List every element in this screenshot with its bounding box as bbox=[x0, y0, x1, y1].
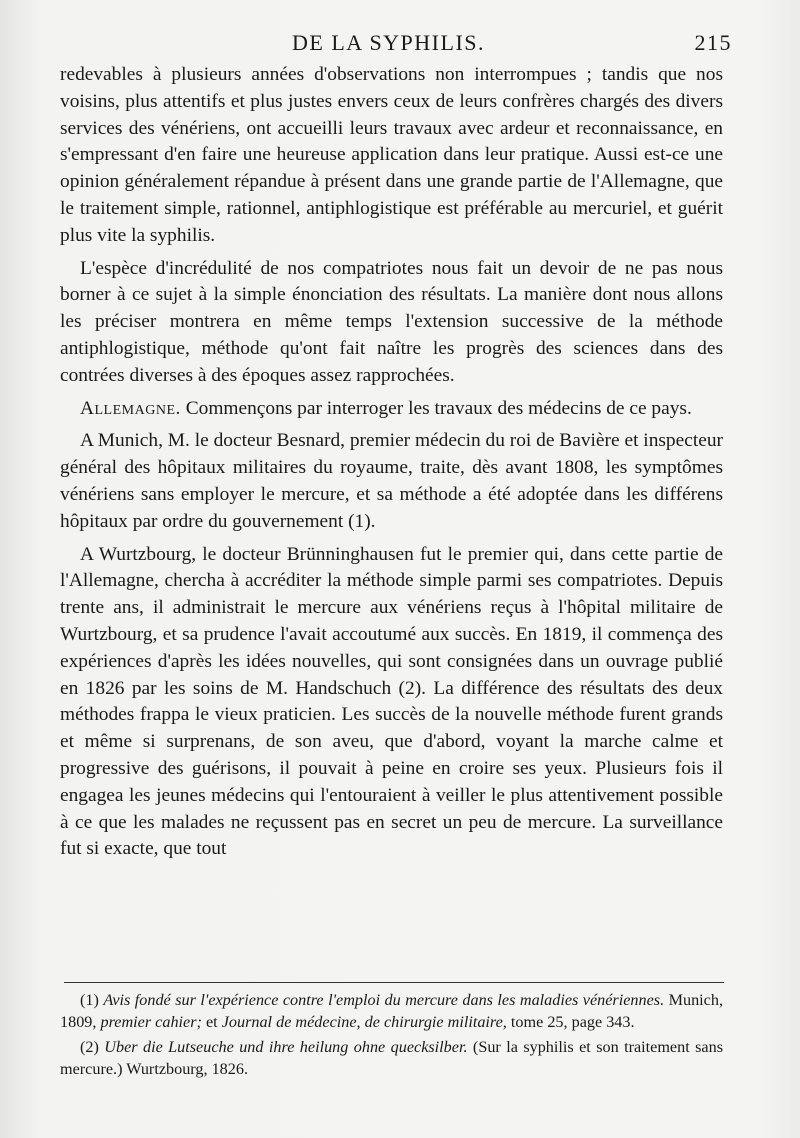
paragraph-wurtzbourg: A Wurtzbourg, le docteur Brünninghausen fut le premier qui, dans cette partie de l'Allemagne, chercha à accréditer la méthode simple parmi ses compatriotes. Depuis trente ans, il administrait le mercure aux vénériens reçus à l'hôpital militaire de Wurtzbourg, et sa prudence l'avait accoutumé aux succès. En 1819, il commença des expériences d'après les idées nouvelles, qui sont consignées dans un ouvrage publié en 1826 par les soins de M. Handschuch (2). La différence des résultats des deux méthodes frappa le vieux praticien. Les succès de la nouvelle méthode furent grands et même si surprenans, de son aveu, que d'abord, voyant la marche calme et progressive des guérisons, il pouvait à peine en croire ses yeux. Plusieurs fois il engagea les jeunes médecins qui l'entouraient à veiller le plus attentivement possible à ce que les malades ne reçussent pas en secret un peu de mercure. La surveillance fut si exacte, que tout bbox=[60, 543, 723, 860]
footnote-1-and: et bbox=[201, 1012, 222, 1031]
footnotes bbox=[60, 990, 723, 1080]
page-header bbox=[60, 26, 730, 62]
footnote-1-mark: (1) bbox=[80, 991, 99, 1009]
paragraph-allemagne bbox=[60, 396, 723, 423]
running-title: DE LA SYPHILIS. bbox=[292, 30, 486, 55]
footnote-2-mark: (2) bbox=[80, 1038, 99, 1056]
page-number: 215 bbox=[694, 30, 732, 55]
paragraph-allemagne-text: Commençons par interroger les travaux des médecins de ce pays. bbox=[180, 397, 692, 419]
footnote-1-volume: tome 25, page 343. bbox=[506, 1012, 635, 1031]
footnote-2-rest: (Sur la syphilis et son traitement sans mercure.) Wurtzbourg, 1826. bbox=[60, 1038, 724, 1078]
footnote-1-title: Avis fondé sur l'expérience contre l'emploi du mercure dans les maladies vénériennes. bbox=[103, 991, 665, 1009]
footnote-1-place: Munich, 1809, bbox=[60, 991, 724, 1031]
footnote-1-journal: Journal de médecine, de chirurgie militaire, bbox=[221, 1012, 507, 1031]
footnote-2-title: Uber die Lutseuche und ihre heilung ohne quecksilber. bbox=[104, 1038, 468, 1056]
footnote-1-cahier: premier cahier; bbox=[100, 1012, 202, 1031]
main-text bbox=[60, 62, 723, 863]
paragraph-incredulity: L'espèce d'incrédulité de nos compatriotes nous fait un devoir de ne pas nous borner à ce sujet à la simple énonciation des résultats. La manière dont nous allons les préciser montrera en même temps l'extension successive de la méthode antiphlogistique, méthode qu'ont fait naître les progrès des sciences dans des contrées diverses à des époques assez rapprochées. bbox=[60, 257, 723, 386]
paragraph-continued: redevables à plusieurs années d'observations non interrompues ; tandis que nos voisins, plus attentifs et plus justes envers ceux de leurs confrères chargés des divers services des vénériens, ont accueilli leurs travaux avec ardeur et reconnaissance, en s'empressant d'en faire une heureuse application dans leur pratique. Aussi est-ce une opinion généralement répandue à présent dans une grande partie de l'Allemagne, que le traitement simple, rationnel, antiphlogistique est préférable au mercuriel, et guérit plus vite la syphilis. bbox=[60, 64, 723, 246]
footnote-divider bbox=[64, 982, 724, 983]
footnote-1 bbox=[60, 990, 723, 1033]
section-heading-allemagne: Allemagne. bbox=[80, 397, 181, 419]
paragraph-munich: A Munich, M. le docteur Besnard, premier médecin du roi de Bavière et inspecteur général des hôpitaux militaires du royaume, traite, dès avant 1808, les symptômes vénériens sans employer le mercure, et sa méthode a été adoptée dans les différens hôpitaux par ordre du gouvernement (1). bbox=[60, 430, 723, 532]
footnote-2 bbox=[60, 1037, 723, 1080]
